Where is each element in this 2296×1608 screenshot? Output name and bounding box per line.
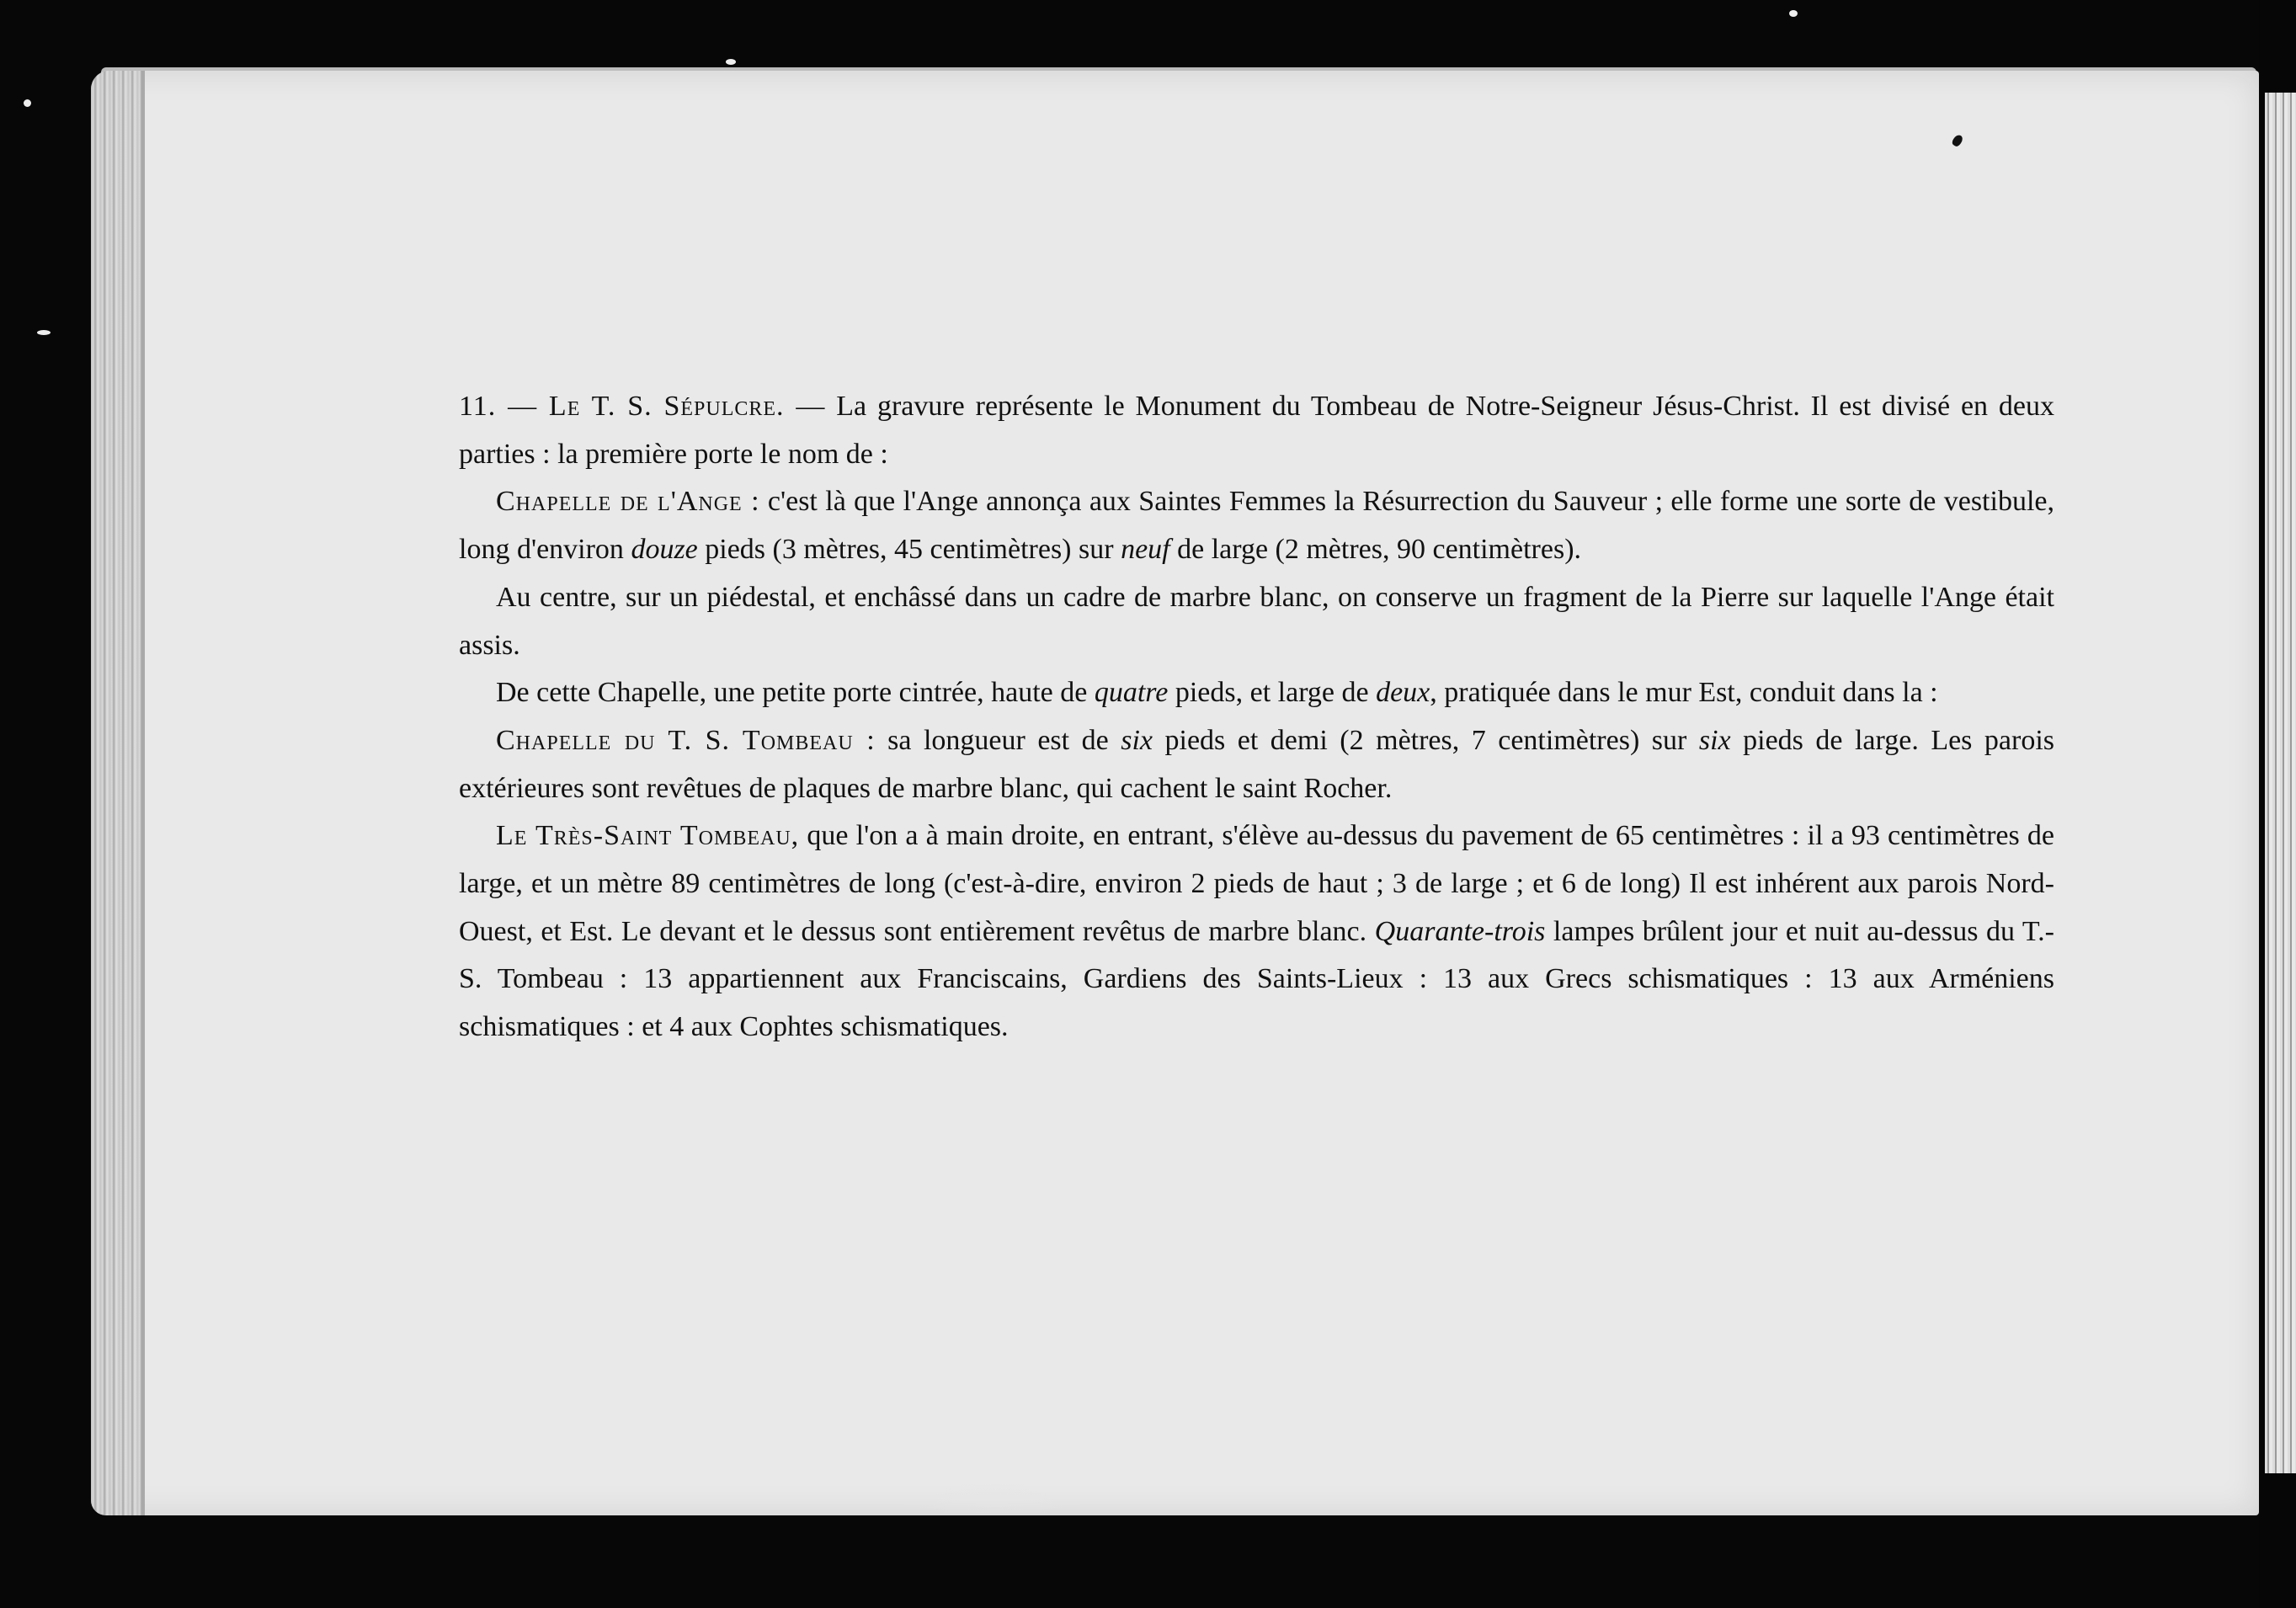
section-heading: Chapelle de l'Ange : (496, 486, 760, 518)
dust-speck (37, 330, 51, 335)
italic-word: neuf (1121, 534, 1170, 566)
paragraph-text: sa longueur est de (875, 724, 1121, 756)
book-binding (91, 71, 141, 1515)
paragraph-sepulcre (459, 383, 2054, 478)
italic-word: Quarante-trois (1374, 915, 1546, 947)
paragraph-porte (459, 669, 2054, 717)
paragraph-text: pieds et demi (2 mètres, 7 centimètres) sur (1153, 724, 1699, 756)
italic-word: deux (1376, 677, 1430, 709)
paragraph-piedestal (459, 574, 2054, 669)
paragraph-text: que l'on a à main droite, en entrant, s'élève au-dessus du pavement de 65 centimètres : il a 93 centimètres de large, et un mètre 89 centimètres de long (c'est-à-dire, environ 2 pieds de haut ; 3 de large ; et 6 de long) Il est inhérent aux parois Nord-Ouest, et Est. Le devant et le dessus sont entièrement revêtus de marbre blanc. (459, 820, 2055, 947)
scan-smudge (892, 1482, 1095, 1515)
paragraph-text: La gravure représente le Monument du Tombeau de Notre-Seigneur Jésus-Christ. Il est divisé en deux parties : la première porte le nom de : (459, 391, 2054, 470)
facing-page-edge (2265, 93, 2296, 1473)
page-text (459, 383, 2054, 1052)
section-heading: 11. — Le T. S. Sépulcre. — (459, 391, 826, 422)
binding-edge (141, 71, 145, 1515)
paragraph-chapelle-ange (459, 478, 2054, 573)
paragraph-text: de large (2 mètres, 90 centimètres). (1169, 534, 1582, 566)
italic-word: quatre (1094, 677, 1169, 709)
paragraph-text: pieds de large. Les parois extérieures sont revêtues de plaques de marbre blanc, qui cachent le saint Rocher. (459, 724, 2055, 804)
section-heading: Chapelle du T. S. Tombeau : (496, 724, 876, 756)
paragraph-tres-saint-tombeau (459, 812, 2054, 1052)
paragraph-text: lampes brûlent jour et nuit au-dessus du T.-S. Tombeau : 13 appartiennent aux Franciscains, Gardiens des Saints-Lieux : 13 aux Grecs schismatiques : 13 aux Arméniens schismatiques : et 4 aux Cophtes schismatiques. (459, 915, 2054, 1043)
paragraph-text: Au centre, sur un piédestal, et enchâssé dans un cadre de marbre blanc, on conserve un fragment de la Pierre sur laquelle l'Ange était assis. (459, 581, 2054, 661)
paragraph-text: c'est là que l'Ange annonça aux Saintes Femmes la Résurrection du Sauveur ; elle forme une sorte de vestibule, long d'environ (459, 486, 2054, 566)
paragraph-text: pieds (3 mètres, 45 centimètres) sur (697, 534, 1121, 566)
paragraph-text: pieds, et large de (1168, 677, 1377, 709)
dust-speck (1789, 10, 1798, 17)
italic-word: six (1698, 724, 1731, 756)
italic-word: six (1121, 724, 1153, 756)
paragraph-chapelle-tombeau (459, 717, 2054, 812)
dust-speck (726, 59, 736, 65)
dust-speck (24, 99, 31, 107)
italic-word: douze (631, 534, 698, 566)
paragraph-text: De cette Chapelle, une petite porte cintrée, haute de (496, 677, 1095, 709)
section-heading: Le Très-Saint Tombeau, (496, 820, 800, 852)
paragraph-text: , pratiquée dans le mur Est, conduit dans la : (1430, 677, 1938, 709)
